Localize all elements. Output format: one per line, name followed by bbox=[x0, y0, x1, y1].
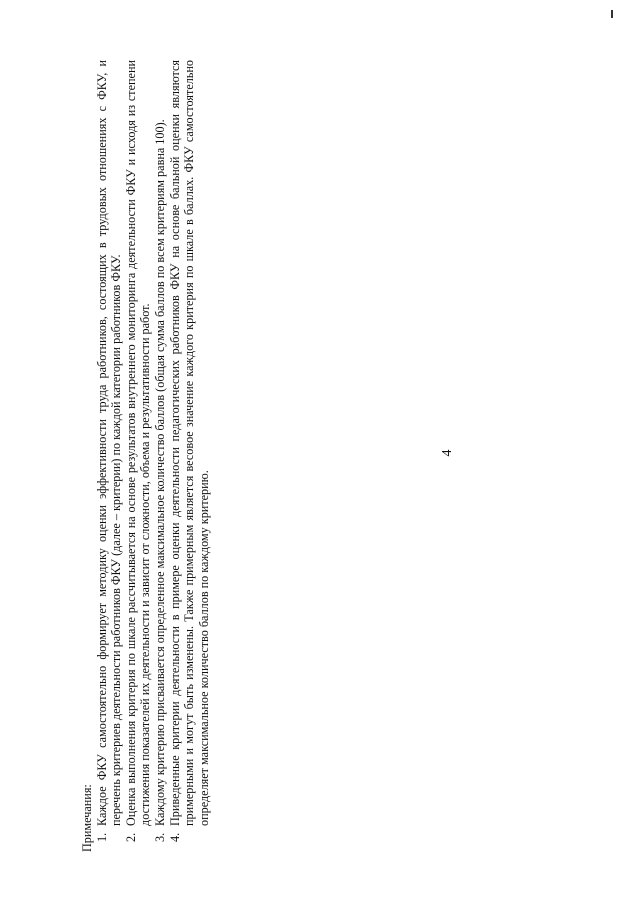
note-text: Оценка выполнения критерия по шкале рассчитывается на основе результатов внутреннего мониторинга деятельности ФКУ и исходя из степени достижения показателей их деятельности и зависит от сложности, объема и результативности работ. bbox=[123, 60, 153, 826]
note-number: 2. bbox=[123, 832, 138, 842]
notes-heading: Примечания: bbox=[80, 784, 94, 852]
note-text: Приведенные критерии деятельности в примере оценки деятельности педагогических работников ФКУ на основе бальной оценки являются примерными и могут быть изменены. Также примерным является весовое значение каждого критерия по шкале в баллах. ФКУ самостоятельно определяет максимальное количество баллов по каждому критерию. bbox=[167, 60, 211, 826]
scan-mark bbox=[611, 10, 613, 18]
page-number: 4 bbox=[440, 449, 455, 457]
notes-section bbox=[80, 52, 320, 852]
note-item bbox=[95, 60, 124, 852]
note-item bbox=[124, 60, 153, 852]
notes-list bbox=[95, 60, 212, 852]
note-text: Каждому критерию присваивается определенное максимальное количество баллов (общая сумма баллов по всем критериям равна 100). bbox=[152, 119, 167, 826]
note-number: 4. bbox=[167, 832, 182, 842]
note-number: 1. bbox=[94, 832, 109, 842]
note-item bbox=[153, 60, 168, 852]
note-number: 3. bbox=[152, 832, 167, 842]
note-item bbox=[168, 60, 212, 852]
note-text: Каждое ФКУ самостоятельно формирует методику оценки эффективности труда работников, состоящих в трудовых отношениях с ФКУ, и перечень критериев деятельности работников ФКУ (далее – критерии) по каждой категории работников ФКУ. bbox=[94, 60, 124, 826]
